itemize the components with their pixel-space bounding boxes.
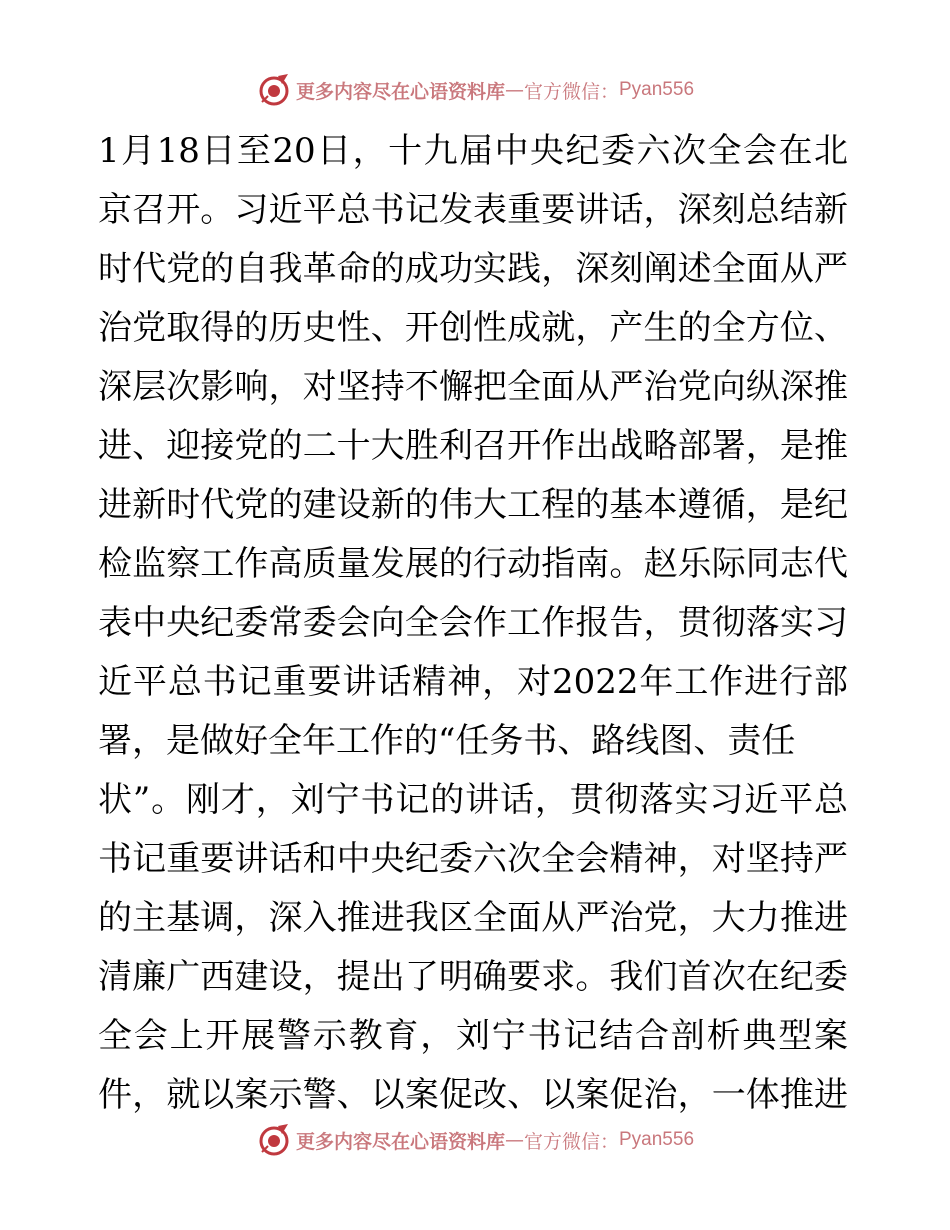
body-line: 书记重要讲话和中央纪委六次全会精神，对坚持严: [98, 839, 848, 879]
banner-brand-text: 更多内容尽在心语资料库: [295, 1130, 505, 1153]
banner-separator: —: [504, 79, 524, 101]
body-line: 深层次影响，对坚持不懈把全面从严治党向纵深推: [98, 367, 848, 407]
banner-brand-text: 更多内容尽在心语资料库: [295, 80, 505, 103]
body-line: 进新时代党的建设新的伟大工程的基本遵循，是纪: [98, 485, 848, 525]
body-line: 署，是做好全年工作的“任务书、路线图、责任: [98, 721, 796, 761]
logo-icon: [256, 1122, 292, 1158]
banner-official-label: 官方微信：: [523, 1130, 619, 1153]
banner-wechat-id: Pyan556: [619, 79, 695, 100]
body-line: 近平总书记重要讲话精神，对2022年工作进行部: [98, 662, 848, 702]
footer-banner: [0, 1120, 950, 1160]
body-line: 表中央纪委常委会向全会作工作报告，贯彻落实习: [98, 603, 848, 643]
banner-wechat-id: Pyan556: [619, 1129, 695, 1150]
document-body: [98, 122, 848, 1125]
body-line: 检监察工作高质量发展的行动指南。赵乐际同志代: [98, 544, 848, 584]
banner-official-label: 官方微信：: [523, 80, 619, 103]
logo-icon: [256, 72, 292, 108]
body-line: 进、迎接党的二十大胜利召开作出战略部署，是推: [98, 426, 848, 466]
body-line: 全会上开展警示教育，刘宁书记结合剖析典型案: [98, 1016, 848, 1056]
body-line: 的主基调，深入推进我区全面从严治党，大力推进: [98, 898, 848, 938]
body-line: 状”。刚才，刘宁书记的讲话，贯彻落实习近平总: [98, 780, 848, 820]
banner-separator: —: [504, 1129, 524, 1151]
body-line: 京召开。习近平总书记发表重要讲话，深刻总结新: [98, 190, 848, 230]
body-line: 1月18日至20日，十九届中央纪委六次全会在北: [98, 131, 848, 171]
body-line: 治党取得的历史性、开创性成就，产生的全方位、: [98, 308, 848, 348]
body-line: 清廉广西建设，提出了明确要求。我们首次在纪委: [98, 957, 848, 997]
body-line: 时代党的自我革命的成功实践，深刻阐述全面从严: [98, 249, 848, 289]
body-line: 件，就以案示警、以案促改、以案促治，一体推进: [98, 1075, 848, 1115]
header-banner: [0, 70, 950, 110]
